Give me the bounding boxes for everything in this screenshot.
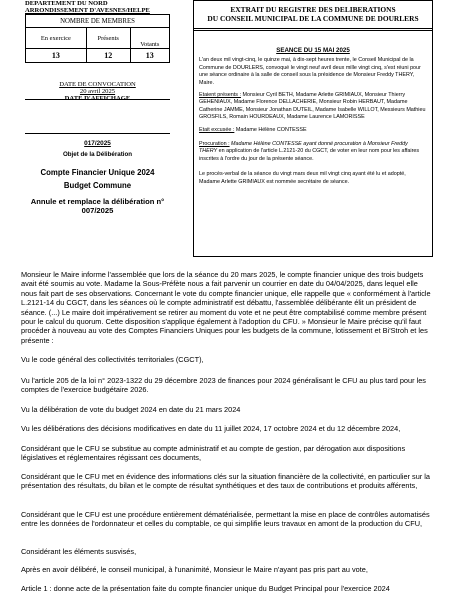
body-paragraph: Vu les délibérations des décisions modificatives en date du 11 juillet 2024, 17 octobre 2024 et du 12 décembre 2024, — [21, 424, 401, 433]
extract-content — [199, 47, 427, 191]
affichage-label: DATE D'AFFICHAGE — [64, 95, 131, 102]
divider — [25, 133, 170, 134]
deliberation-title: Compte Financier Unique 2024 — [40, 168, 155, 177]
body-paragraph: Article 1 : donne acte de la présentation faite du compte financier unique du Budget Principal pour l'exercice 2024 — [21, 584, 390, 593]
deliberation-number: 017/2025 — [84, 140, 111, 147]
body-paragraph: Après en avoir délibéré, le conseil municipal, à l'unanimité, Monsieur le Maire n'ayant pas pris part au vote, — [21, 565, 368, 574]
arrondissement-name: ARRONDISSEMENT D'AVESNES/HELPE — [25, 7, 150, 14]
members-table — [25, 14, 170, 63]
procuration-detail: Madame Hélène CONTESSE ayant donné procuration à Monsieur Freddy THERY — [199, 141, 408, 155]
department-block — [25, 0, 150, 14]
objet-label: Objet de la Délibération — [62, 151, 133, 158]
deliberation-note: Annule et remplace la délibération n° 007/2025 — [30, 197, 165, 215]
body-paragraph: Considérant que le CFU met en évidence des informations clés sur la situation financière de la collectivité, en particulier sur la présentation des résultats, du bilan et le compte de résultat synthétiques et des taux de contributions et produits afférents, — [21, 472, 431, 491]
excuse-label: Etait excusée : — [199, 126, 235, 133]
presents-label: Etaient présents : — [199, 92, 241, 99]
members-count-votants: 13 — [130, 49, 169, 63]
body-paragraph: Vu l'article 205 de la loi n° 2023-1322 du 29 décembre 2023 de finances pour 2024 généralisant le CFU au plus tard pour les comptes de l'exercice budgétaire 2026. — [21, 376, 426, 395]
seance-intro: L'an deux mil vingt-cinq, le quinze mai, à dix-sept heures trente, le Conseil Municipal de la Commune de DOURLERS, convoqué le vingt neuf avril deux mille vingt cinq, s'est réuni pour une séance ordinaire à la salle de conseil sous la présidence de Monsieur Freddy THERY, Maire. — [199, 57, 421, 86]
extract-box — [193, 0, 433, 257]
presents-paragraph — [199, 92, 427, 122]
members-col-label: Votants — [130, 28, 169, 49]
convocation-date: 20 avril 2025 — [79, 88, 116, 95]
pv-paragraph: Le procès-verbal de la séance du vingt mars deux mil vingt cinq ayant été lu et adopté, Madame Arlette GRIMIAUX est nommée secrétaire de séance. — [199, 171, 406, 185]
left-header — [25, 0, 170, 243]
body-paragraph: Vu le code général des collectivités territoriales (CGCT), — [21, 355, 204, 364]
body-paragraph: Considérant que le CFU est une procédure entièrement dématérialisée, permettant la mise en place de contrôles automatisés entre les données de l'ordonnateur et celles du comptable, ce qui simplifie leurs travaux en amont de la production du CFU, — [21, 510, 430, 529]
procuration-rest: en application de l'article L.2121-20 du CGCT, de voter en leur nom pour les affaires inscrites à l'ordre du jour de la présente séance. — [199, 148, 420, 162]
excuse-paragraph — [199, 127, 427, 134]
procuration-paragraph — [199, 141, 427, 163]
excuse-name: Madame Hélène CONTESSE — [234, 126, 307, 133]
members-count-presents: 12 — [86, 49, 130, 63]
deliberation-subtitle: Budget Commune — [63, 181, 132, 190]
seance-date: SEANCE DU 15 MAI 2025 — [276, 47, 350, 54]
members-count-exercice: 13 — [26, 49, 87, 63]
body-paragraph: Considérant les éléments susvisés, — [21, 547, 137, 556]
members-col-label: En exercice — [26, 28, 87, 49]
department-name: DEPARTEMENT DU NORD — [25, 0, 108, 7]
body-paragraph: Considérant que le CFU se substitue au compte administratif et au compte de gestion, par dérogation aux dispositions législatives et réglementaires régissant ces documents, — [21, 444, 406, 463]
extract-title-line: EXTRAIT DU REGISTRE DES DELIBERATIONS — [230, 5, 396, 14]
procuration-label: Procuration : — [199, 141, 230, 148]
body-paragraph: Vu la délibération de vote du budget 2024 en date du 21 mars 2024 — [21, 405, 241, 414]
deliberation-block — [25, 140, 170, 215]
extract-title-line: DU CONSEIL MUNICIPAL DE LA COMMUNE DE DOURLERS — [207, 14, 419, 23]
body-paragraph: Monsieur le Maire informe l'assemblée que lors de la séance du 20 mars 2025, le compte financier unique des trois budgets avait été soumis au vote. Madame la Sous-Préfète nous a fait parvenir un courrier en date du 04/04/2025, dans lequel elle nous fait part de ses observations. Concernant le vote du compte financier unique, elle rappelle que « conformément à l'article L.2121-14 du CGCT, dans les séances où le compte administratif est débattu, l'assemblée délibérante élit un président de séance. (...) Le maire doit impérativement se retirer au moment du vote et ne peut être comptabilisé comme membre présent pour le calcul du quorum. Cette disposition s'applique également à l'adoption du CFU. » Monsieur le Maire précise qu'il faut procéder à nouveau au vote des Comptes Financiers Uniques pour les budgets de la commune, lotissement et Bi'Stroh et les présente : — [21, 270, 431, 345]
extract-title — [194, 1, 432, 29]
extract-body — [194, 30, 432, 257]
members-title: NOMBRE DE MEMBRES — [26, 15, 170, 28]
convocation-label: DATE DE CONVOCATION — [59, 81, 136, 88]
divider — [25, 99, 170, 100]
members-col-label: Présents — [86, 28, 130, 49]
presents-list: Monsieur Cyril BETH, Madame Arlette GRIMIAUX, Monsieur Thierry GEHENIAUX, Madame Florence DELLACHERIE, Monsieur Robin HERBAUT, Madame Catherine JAMME, Monsieur Jonathan DUTEIL, Madame Isabelle WILLOT, Messieurs Mathieu GROSFILS, Romain HOURDEAUX, Madame Laurence LAMORISSE — [199, 92, 426, 121]
